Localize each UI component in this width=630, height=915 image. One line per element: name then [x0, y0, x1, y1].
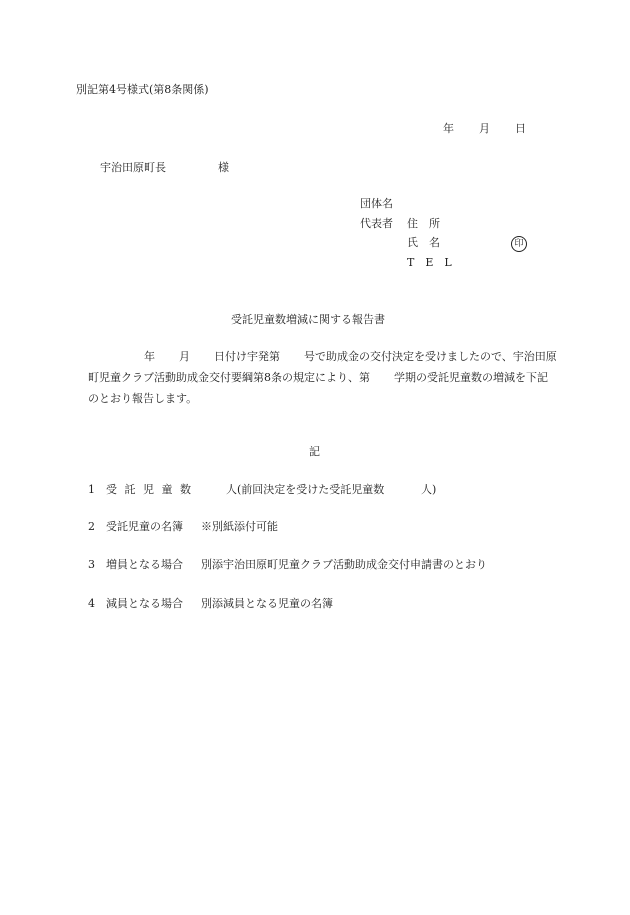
date-day: 日 — [515, 122, 526, 135]
form-label: 別記第4号様式(第8条関係) — [76, 83, 209, 96]
item-number: 2 — [88, 520, 95, 533]
body-month: 月 — [179, 350, 190, 363]
item-suffix: 人) — [421, 483, 437, 496]
addressee-honorific: 様 — [218, 161, 229, 174]
report-body — [88, 346, 558, 409]
item-value: 人(前回決定を受けた受託児童数 — [226, 483, 385, 496]
item-number: 1 — [88, 483, 95, 496]
tel-label: T E L — [407, 256, 452, 269]
item-value: 別添減員となる児童の名簿 — [201, 597, 333, 610]
date-month: 月 — [479, 122, 490, 135]
name-label: 氏 名 — [407, 236, 440, 249]
item-number: 3 — [88, 558, 95, 571]
item-number: 4 — [88, 597, 95, 610]
body-term: 学期の受託児童数の増減を下記のとおり報告します。 — [88, 371, 548, 405]
item-label: 受 託 児 童 数 — [106, 483, 193, 496]
item-label: 増員となる場合 — [106, 558, 183, 571]
item-value: ※別紙添付可能 — [201, 520, 278, 533]
body-continuation: 号で助成金の交付決定を受けましたので、宇治田原町児童クラブ活動助成金交付要綱第8条の規定により、第 — [88, 350, 557, 384]
date-year: 年 — [443, 122, 454, 135]
item-value: 別添宇治田原町児童クラブ活動助成金交付申請書のとおり — [201, 558, 487, 571]
addressee-title: 宇治田原町長 — [100, 161, 166, 174]
rep-label: 代表者 — [360, 217, 393, 230]
body-year: 年 — [144, 350, 155, 363]
item-label: 減員となる場合 — [106, 597, 183, 610]
body-day-ref: 日付け宇発第 — [214, 350, 280, 363]
address-label: 住 所 — [407, 217, 440, 230]
document-title: 受託児童数増減に関する報告書 — [231, 313, 385, 326]
org-label: 団体名 — [360, 197, 393, 210]
seal-mark: 印 — [511, 236, 527, 252]
item-label: 受託児童の名簿 — [106, 520, 183, 533]
ki-heading: 記 — [309, 445, 320, 458]
